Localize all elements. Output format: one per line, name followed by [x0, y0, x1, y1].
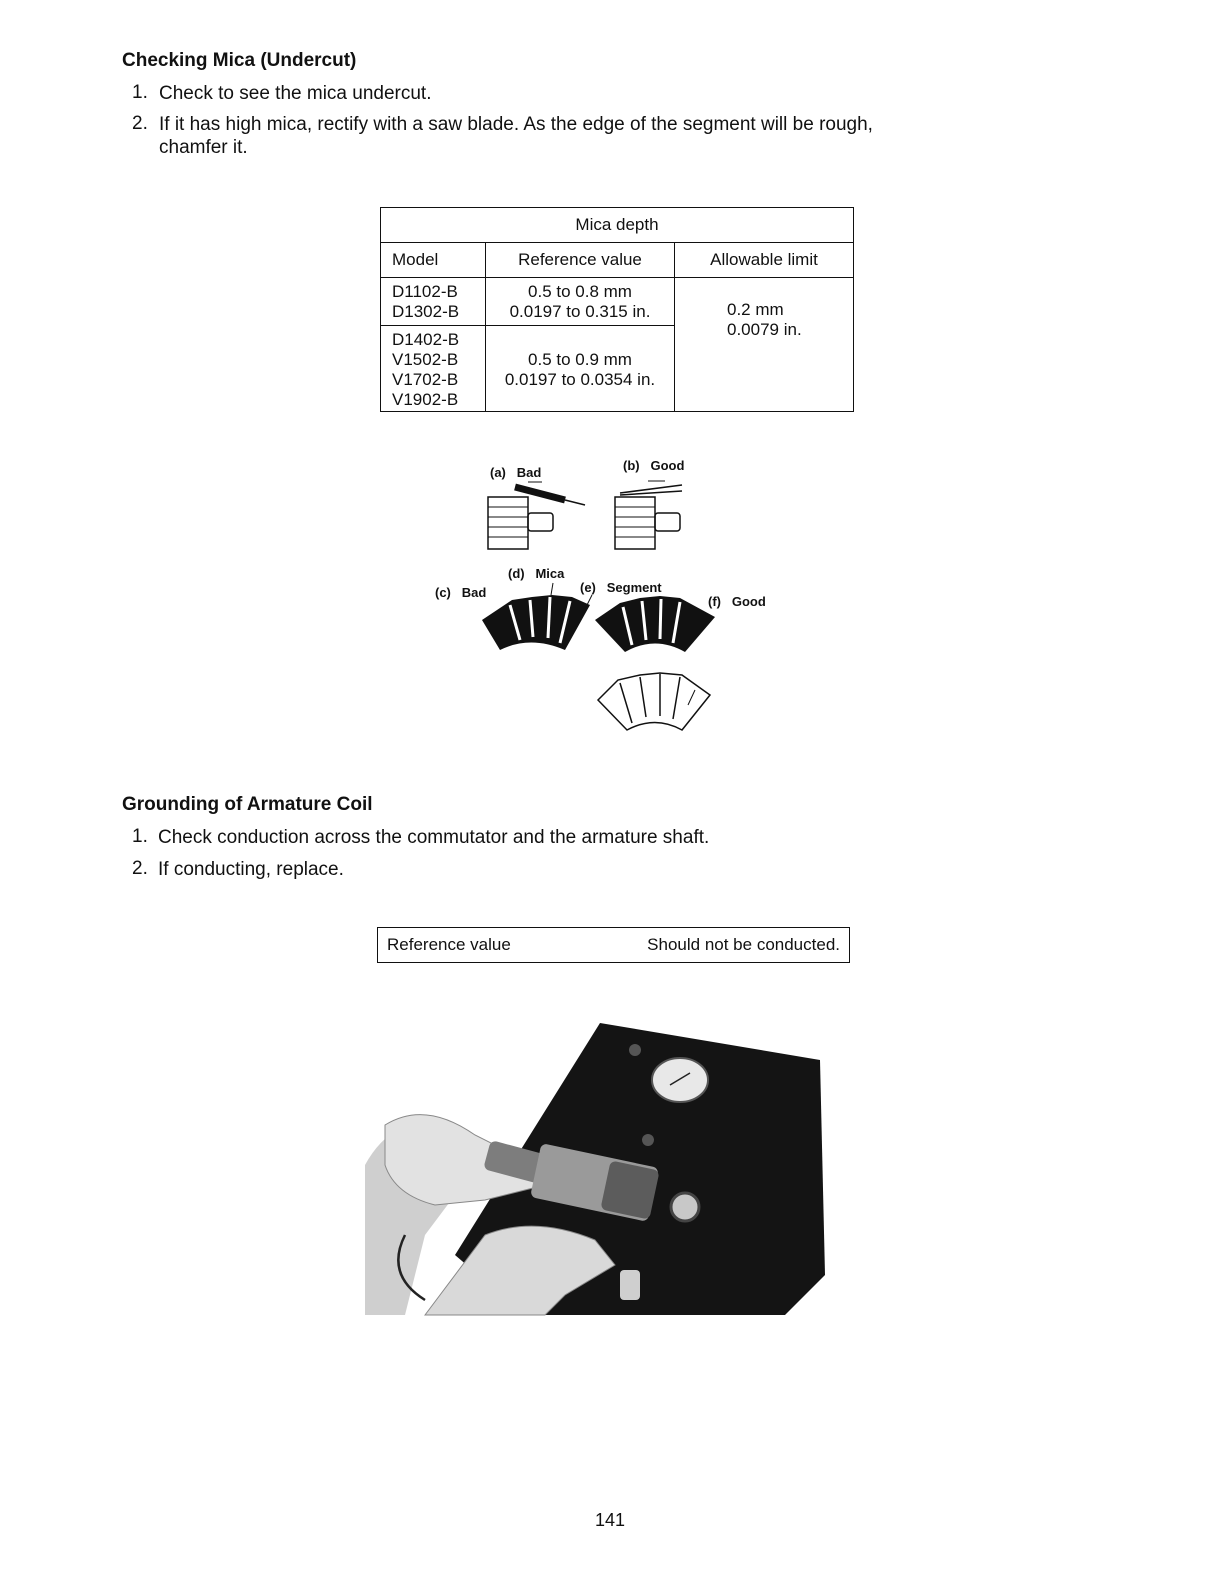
page-number: 141 [595, 1510, 626, 1530]
segments-mid-drawing [595, 596, 715, 652]
reference-imperial: 0.0197 to 0.315 in. [509, 302, 651, 321]
segments-good-drawing [598, 673, 710, 730]
reference-cell [486, 278, 675, 326]
section-title-mica: Checking Mica (Undercut) [122, 50, 357, 71]
header-allowable-limit: Allowable limit [675, 243, 854, 278]
step-text: If it has high mica, rectify with a saw blade. As the edge of the segment will be rough, [159, 114, 873, 135]
mica-depth-table [380, 207, 854, 412]
reference-metric: 0.5 to 0.8 mm [528, 282, 632, 301]
reference-imperial: 0.0197 to 0.0354 in. [504, 370, 656, 389]
step-text-continued: chamfer it. [159, 137, 248, 158]
commutator-bad-drawing [488, 482, 585, 549]
commutator-good-drawing [615, 481, 682, 549]
limit-imperial: 0.0079 in. [727, 320, 802, 339]
model-cell [381, 278, 486, 326]
reference-metric: 0.5 to 0.9 mm [528, 350, 632, 369]
step-number: 1. [132, 82, 148, 103]
step-text: If conducting, replace. [158, 859, 344, 880]
figure-label-f: (f) Good [708, 594, 766, 609]
model-name: V1702-B [392, 370, 459, 389]
armature-test-photo [365, 1015, 830, 1317]
step-text: Check conduction across the commutator and the armature shaft. [158, 827, 710, 848]
section-title-grounding: Grounding of Armature Coil [122, 794, 373, 815]
header-reference-value: Reference value [486, 243, 675, 278]
figure-label-d: (d) Mica [508, 566, 565, 581]
reference-value: Should not be conducted. [565, 928, 849, 963]
figure-label-e: (e) Segment [580, 580, 662, 595]
step-number: 2. [132, 113, 148, 134]
model-name: D1402-B [392, 330, 460, 349]
figure-label-b: (b) Good [623, 458, 685, 473]
reference-cell [486, 326, 675, 412]
model-name: V1502-B [392, 350, 459, 369]
model-name: D1102-B [392, 282, 458, 301]
model-name: V1902-B [392, 390, 459, 409]
step-number: 2. [132, 858, 148, 879]
limit-metric: 0.2 mm [727, 300, 784, 319]
header-model: Model [381, 243, 486, 278]
reference-label: Reference value [378, 928, 566, 963]
table-caption: Mica depth [381, 208, 854, 243]
step-number: 1. [132, 826, 148, 847]
figure-label-c: (c) Bad [435, 585, 487, 600]
grounding-reference-table [377, 927, 850, 963]
model-cell [381, 326, 486, 412]
model-name: D1302-B [392, 302, 460, 321]
step-text: Check to see the mica undercut. [159, 83, 432, 104]
figure-label-a: (a) Bad [490, 465, 542, 480]
segments-bad-drawing [482, 595, 590, 650]
limit-cell [675, 278, 854, 412]
